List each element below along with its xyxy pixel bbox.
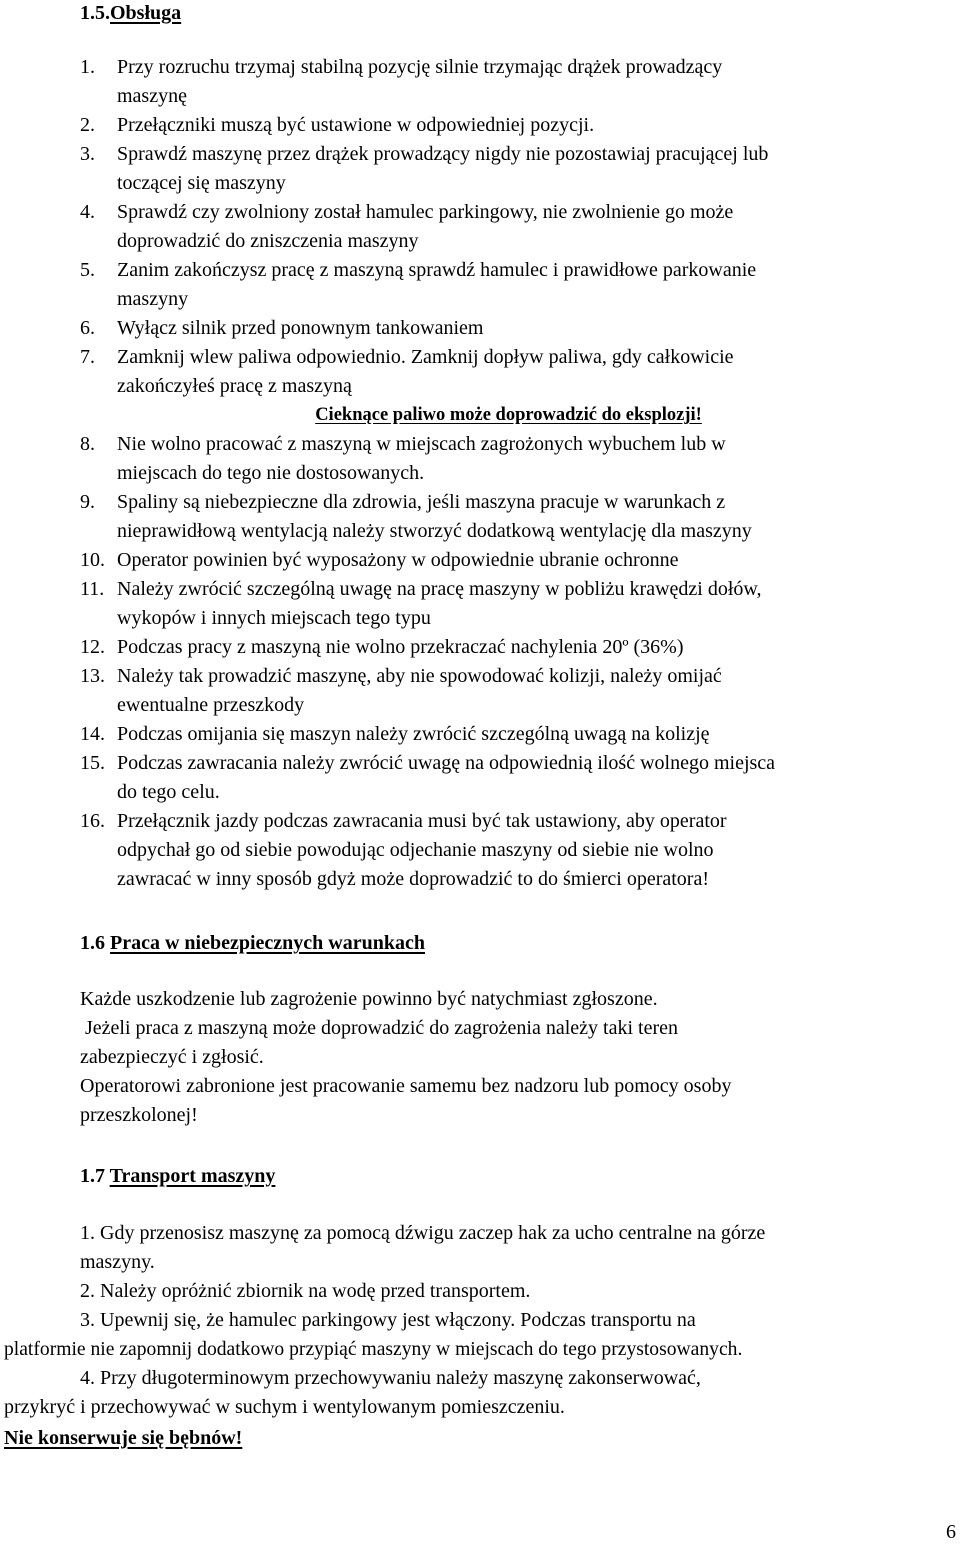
- list-item-line: nieprawidłową wentylacją należy stworzyć dodatkową wentylację dla maszyny: [117, 520, 752, 542]
- section-number: 1.7: [80, 1165, 105, 1187]
- list-item: [80, 430, 960, 488]
- list-item-line: Należy tak prowadzić maszynę, aby nie spowodować kolizji, należy omijać: [117, 665, 722, 687]
- list-item-text: [117, 53, 960, 111]
- list-item: [80, 111, 960, 140]
- list-item-line: Podczas zawracania należy zwrócić uwagę na odpowiednią ilość wolnego miejsca: [117, 752, 776, 774]
- list-item-line: odpychał go od siebie powodując odjechanie maszyny od siebie nie wolno: [117, 839, 714, 861]
- list-item: [80, 140, 960, 198]
- page-number: 6: [946, 1521, 956, 1543]
- section-title: Praca w niebezpiecznych warunkach: [110, 932, 425, 954]
- list-item-number: 15.: [80, 752, 105, 774]
- list-item-line: zawracać w inny sposób gdyż może doprowadzić to do śmierci operatora!: [117, 868, 710, 890]
- list-item: [80, 720, 960, 749]
- paragraph-line: Jeżeli praca z maszyną może doprowadzić do zagrożenia należy taki teren: [80, 1017, 679, 1039]
- list-item: [80, 343, 960, 430]
- list-item: [80, 807, 960, 894]
- transport-line-6: 4. Przy długoterminowym przechowywaniu należy maszynę zakonserwować,: [80, 1367, 701, 1389]
- list-item-text: [117, 662, 960, 720]
- operation-instructions-list: [80, 53, 960, 894]
- list-item: [80, 488, 960, 546]
- list-item-number: 1.: [80, 56, 95, 78]
- list-item: [80, 546, 960, 575]
- transport-line-5: platformie nie zapomnij dodatkowo przypiąć maszyny w miejscach do tego przystosowanych.: [4, 1339, 743, 1360]
- list-item-text: [117, 749, 960, 807]
- section-title: Transport maszyny: [109, 1165, 276, 1187]
- list-item: [80, 749, 960, 807]
- list-item-line: Sprawdź maszynę przez drążek prowadzący nigdy nie pozostawiaj pracującej lub: [117, 143, 769, 165]
- paragraph-line: przeszkolonej!: [80, 1104, 198, 1126]
- section-heading-1-7: [80, 1163, 275, 1189]
- transport-line-7: przykryć i przechowywać w suchym i wentylowanym pomieszczeniu.: [4, 1396, 565, 1418]
- paragraph-line: Operatorowi zabronione jest pracowanie samemu bez nadzoru lub pomocy osoby: [80, 1075, 732, 1097]
- list-item-text: [117, 488, 960, 546]
- list-item-number: 8.: [80, 433, 95, 455]
- transport-line-2: maszyny.: [80, 1251, 155, 1273]
- list-item-line: zakończyłeś pracę z maszyną: [117, 375, 352, 397]
- list-item-text: [117, 720, 960, 749]
- list-item-line: Podczas pracy z maszyną nie wolno przekraczać nachylenia 20º (36%): [117, 636, 684, 658]
- list-item: [80, 633, 960, 662]
- list-item-text: [117, 111, 960, 140]
- list-item-text: [117, 256, 960, 314]
- section-number: 1.6: [80, 932, 105, 954]
- list-item-line: Należy zwrócić szczególną uwagę na pracę maszyny w pobliżu krawędzi dołów,: [117, 578, 762, 600]
- list-item-line: maszyny: [117, 288, 189, 310]
- list-item-number: 6.: [80, 317, 95, 339]
- list-item-number: 4.: [80, 201, 95, 223]
- list-item-number: 5.: [80, 259, 95, 281]
- warning-text: Cieknące paliwo może doprowadzić do eksplozji!: [315, 405, 702, 425]
- list-item-line: do tego celu.: [117, 781, 220, 803]
- list-item-number: 14.: [80, 723, 105, 745]
- list-item-line: Sprawdź czy zwolniony został hamulec parkingowy, nie zwolnienie go może: [117, 201, 734, 223]
- list-item-number: 2.: [80, 114, 95, 136]
- section-number: 1.5.: [80, 2, 110, 24]
- list-item-line: Wyłącz silnik przed ponownym tankowaniem: [117, 317, 484, 339]
- section-title: Obsługa: [110, 2, 182, 24]
- list-item-number: 9.: [80, 491, 95, 513]
- list-item: [80, 53, 960, 111]
- paragraph-line: zabezpieczyć i zgłosić.: [80, 1046, 264, 1068]
- list-item: [80, 662, 960, 720]
- list-item-line: doprowadzić do zniszczenia maszyny: [117, 230, 419, 252]
- list-item-line: Zanim zakończysz pracę z maszyną sprawdź hamulec i prawidłowe parkowanie: [117, 259, 757, 281]
- list-item-number: 10.: [80, 549, 105, 571]
- list-item-text: [117, 575, 960, 633]
- list-item: [80, 256, 960, 314]
- list-item-number: 13.: [80, 665, 105, 687]
- list-item-line: Przełącznik jazdy podczas zawracania musi być tak ustawiony, aby operator: [117, 810, 727, 832]
- list-item-text: [117, 546, 960, 575]
- list-item-text: [117, 430, 960, 488]
- section-heading-1-6: [80, 930, 425, 956]
- list-item: [80, 575, 960, 633]
- list-item-text: [117, 807, 960, 894]
- list-item-text: [117, 140, 960, 198]
- list-item-text: [117, 198, 960, 256]
- section-heading-1-5: [80, 0, 181, 26]
- section-1-6-body: [80, 985, 731, 1130]
- transport-line-1: 1. Gdy przenosisz maszynę za pomocą dźwigu zaczep hak za ucho centralne na górze: [80, 1222, 766, 1244]
- list-item-line: Spaliny są niebezpieczne dla zdrowia, jeśli maszyna pracuje w warunkach z: [117, 491, 726, 513]
- list-item-line: Przy rozruchu trzymaj stabilną pozycję silnie trzymając drążek prowadzący: [117, 56, 723, 78]
- list-item-text: [117, 343, 960, 430]
- list-item-line: toczącej się maszyny: [117, 172, 286, 194]
- list-item-text: [117, 633, 960, 662]
- list-item-line: wykopów i innych miejscach tego typu: [117, 607, 431, 629]
- list-item-number: 12.: [80, 636, 105, 658]
- list-item-line: Podczas omijania się maszyn należy zwrócić szczególną uwagą na kolizję: [117, 723, 710, 745]
- list-item-number: 3.: [80, 143, 95, 165]
- list-item-text: [117, 314, 960, 343]
- list-item-line: Operator powinien być wyposażony w odpowiednie ubranie ochronne: [117, 549, 679, 571]
- list-item: [80, 314, 960, 343]
- list-item-line: Nie wolno pracować z maszyną w miejscach zagrożonych wybuchem lub w: [117, 433, 726, 455]
- transport-line-4: 3. Upewnij się, że hamulec parkingowy jest włączony. Podczas transportu na: [80, 1309, 696, 1331]
- list-item-line: Zamknij wlew paliwa odpowiednio. Zamknij dopływ paliwa, gdy całkowicie: [117, 346, 734, 368]
- list-item: [80, 198, 960, 256]
- transport-line-3: 2. Należy opróżnić zbiornik na wodę przed transportem.: [80, 1280, 531, 1302]
- list-item-line: miejscach do tego nie dostosowanych.: [117, 462, 425, 484]
- list-item-number: 16.: [80, 810, 105, 832]
- list-item-number: 7.: [80, 346, 95, 368]
- paragraph-line: Każde uszkodzenie lub zagrożenie powinno być natychmiast zgłoszone.: [80, 988, 658, 1010]
- list-item-line: maszynę: [117, 85, 187, 107]
- list-item-number: 11.: [80, 578, 105, 600]
- list-item-line: ewentualne przeszkody: [117, 694, 305, 716]
- list-item-line: Przełączniki muszą być ustawione w odpowiedniej pozycji.: [117, 114, 595, 136]
- final-warning: Nie konserwuje się bębnów!: [4, 1427, 243, 1449]
